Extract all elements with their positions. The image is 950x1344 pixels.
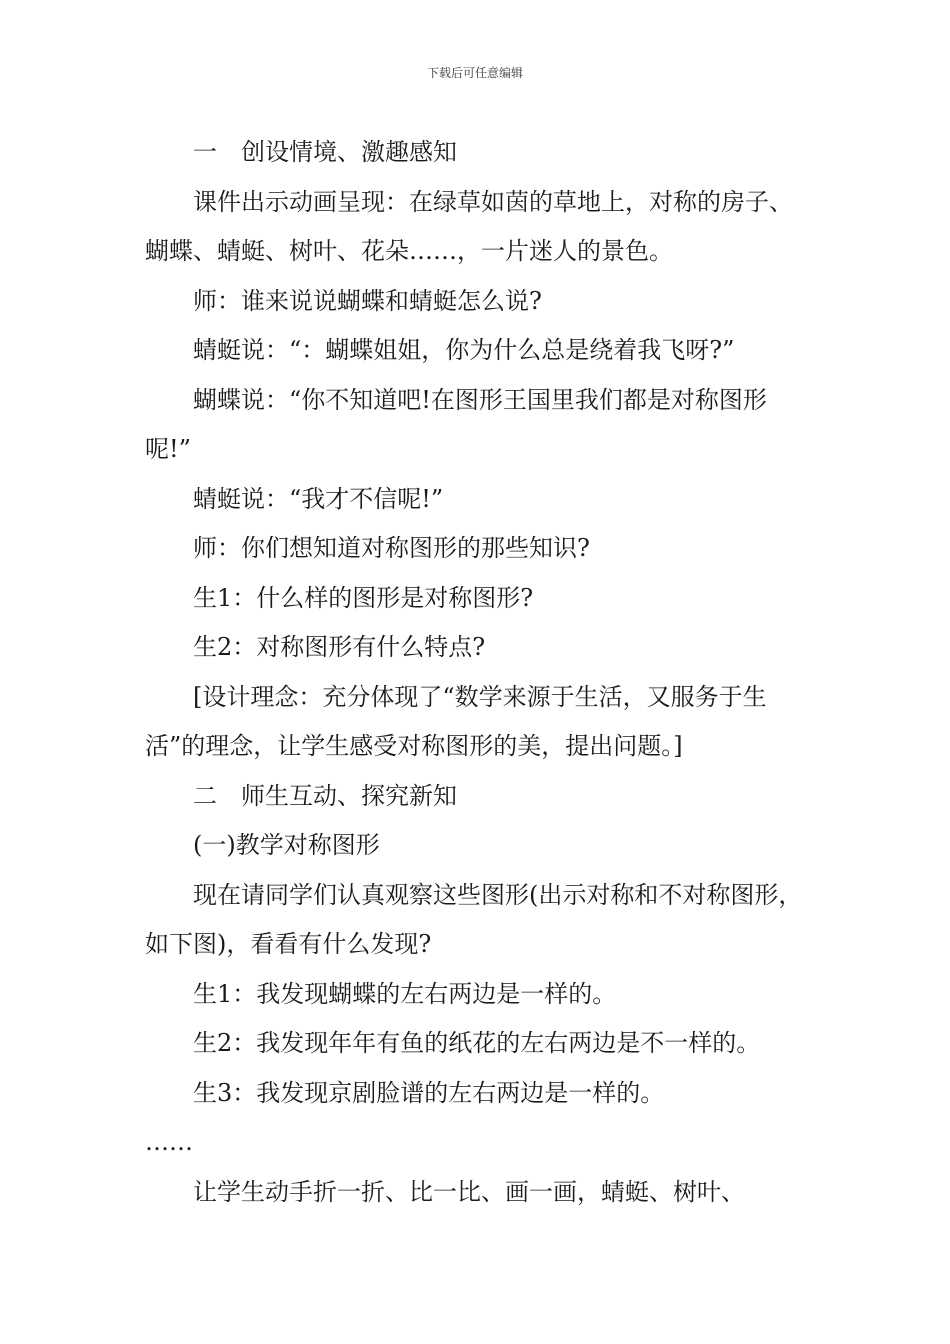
- design-note: [设计理念：充分体现了“数学来源于生活，又服务于生活”的理念，让学生感受对称图形的美，提出问题。]: [145, 682, 767, 760]
- ellipsis-line: ……: [145, 1128, 193, 1156]
- page-header: 下载后可任意编辑: [426, 66, 523, 80]
- paragraph: 蜻蜓说：“：蝴蝶姐姐，你为什么总是绕着我飞呀?”: [193, 336, 735, 364]
- document-body: [145, 128, 809, 1217]
- section-heading-1: 一 创设情境、激趣感知: [193, 138, 457, 166]
- paragraph: 蝴蝶说：“你不知道吧!在图形王国里我们都是对称图形呢!”: [145, 385, 767, 463]
- paragraph: 蜻蜓说：“我才不信呢!”: [193, 484, 444, 513]
- paragraph: 生3：我发现京剧脸谱的左右两边是一样的。: [193, 1078, 665, 1107]
- paragraph: 生1：什么样的图形是对称图形?: [193, 583, 534, 612]
- paragraph: 现在请同学们认真观察这些图形(出示对称和不对称图形，如下图)，看看有什么发现?: [145, 880, 803, 958]
- paragraph: 让学生动手折一折、比一比、画一画，蜻蜓、树叶、: [193, 1177, 745, 1206]
- subsection-heading: (一)教学对称图形: [193, 831, 380, 859]
- paragraph: 生2：对称图形有什么特点?: [193, 633, 486, 661]
- paragraph: 师：谁来说说蝴蝶和蜻蜓怎么说?: [193, 286, 542, 315]
- section-heading-2: 二 师生互动、探究新知: [193, 781, 457, 810]
- paragraph: 课件出示动画呈现：在绿草如茵的草地上，对称的房子、蝴蝶、蜻蜓、树叶、花朵……，一片迷人的景色。: [145, 187, 793, 265]
- paragraph: 生1：我发现蝴蝶的左右两边是一样的。: [193, 979, 617, 1008]
- paragraph: 师：你们想知道对称图形的那些知识?: [193, 534, 590, 562]
- paragraph: 生2：我发现年年有鱼的纸花的左右两边是不一样的。: [193, 1029, 761, 1057]
